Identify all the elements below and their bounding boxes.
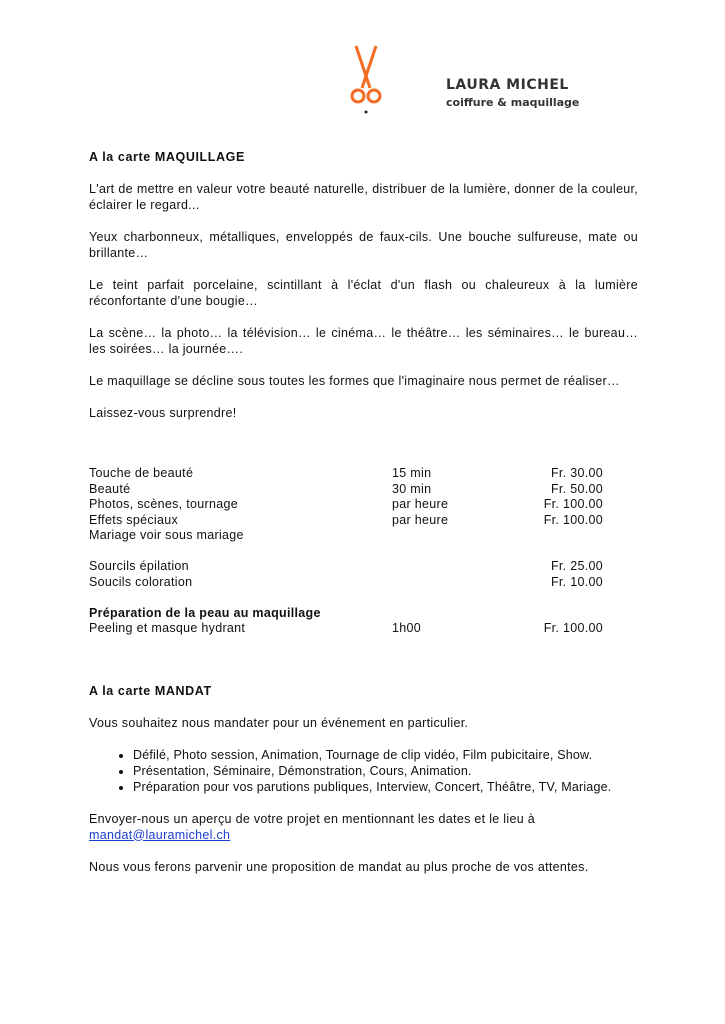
- service-duration: [392, 559, 512, 575]
- price-row: [89, 482, 603, 498]
- price-group-heading: Préparation de la peau au maquillage: [89, 605, 321, 620]
- price-row: [89, 559, 603, 575]
- service-name: Photos, scènes, tournage: [89, 497, 238, 511]
- service-price: Fr. 100.00: [543, 497, 603, 511]
- section-title-maquillage: A la carte MAQUILLAGE: [89, 150, 245, 164]
- service-name: Beauté: [89, 481, 131, 496]
- price-row: [89, 621, 603, 637]
- service-duration: 1h00: [392, 621, 422, 635]
- price-row: [89, 575, 603, 591]
- price-group-heading-row: [89, 606, 603, 622]
- service-price: [512, 528, 603, 544]
- service-price: Fr. 25.00: [550, 559, 603, 573]
- contact-text: Envoyer-nous un aperçu de votre projet en mentionnant les dates et le lieu à: [89, 811, 535, 826]
- service-duration: 30 min: [392, 481, 432, 496]
- paragraph: Vous souhaitez nous mandater pour un événement en particulier.: [89, 715, 469, 730]
- service-duration: 15 min: [392, 466, 432, 480]
- price-row: [89, 466, 603, 482]
- service-name: Effets spéciaux: [89, 512, 179, 527]
- paragraph: La scène… la photo… la télévision… le cinéma… le théâtre… les séminaires… le bureau… les soirées… la journée….: [89, 326, 638, 356]
- paragraph: Laissez-vous surprendre!: [89, 406, 237, 420]
- service-name: Sourcils épilation: [89, 559, 189, 573]
- paragraph: [89, 811, 638, 843]
- brand-subtitle: coiffure & maquillage: [446, 96, 580, 109]
- service-name: Peeling et masque hydrant: [89, 621, 246, 635]
- paragraph: L'art de mettre en valeur votre beauté naturelle, distribuer de la lumière, donner de la couleur, éclairer le regard...: [89, 182, 638, 212]
- service-price: Fr. 100.00: [543, 621, 603, 635]
- price-row: [89, 497, 603, 513]
- list-item: • Présentation, Séminaire, Démonstration, Cours, Animation.: [133, 763, 638, 779]
- service-price: Fr. 100.00: [543, 512, 603, 527]
- paragraph: Le teint parfait porcelaine, scintillant à l'éclat d'un flash ou chaleureux à la lumière réconfortante d'une bougie…: [89, 278, 638, 308]
- scissors-icon: [346, 44, 386, 116]
- letterhead: [346, 44, 586, 116]
- service-duration: par heure: [392, 512, 449, 527]
- paragraph: Nous vous ferons parvenir une proposition de mandat au plus proche de vos attentes.: [89, 859, 589, 874]
- section-title-mandat: A la carte MANDAT: [89, 683, 212, 698]
- service-duration: [392, 575, 512, 591]
- service-duration: [392, 528, 512, 544]
- mandat-list: [89, 747, 638, 795]
- service-price: Fr. 30.00: [550, 466, 603, 480]
- paragraph: Le maquillage se décline sous toutes les formes que l'imaginaire nous permet de réaliser…: [89, 374, 620, 388]
- document-body: [89, 149, 638, 875]
- service-price: Fr. 50.00: [550, 481, 603, 496]
- brand-name: LAURA MICHEL: [446, 77, 569, 93]
- price-table: [89, 466, 603, 637]
- service-name: Mariage voir sous mariage: [89, 528, 244, 542]
- email-link[interactable]: mandat@lauramichel.ch: [89, 827, 231, 842]
- list-item: • Défilé, Photo session, Animation, Tournage de clip vidéo, Film pubicitaire, Show.: [133, 747, 638, 763]
- price-row: [89, 528, 603, 544]
- service-duration: par heure: [392, 497, 449, 511]
- paragraph: Yeux charbonneux, métalliques, enveloppés de faux-cils. Une bouche sulfureuse, mate ou brillante…: [89, 230, 638, 260]
- service-price: Fr. 10.00: [550, 574, 603, 589]
- list-item: • Préparation pour vos parutions publiques, Interview, Concert, Théâtre, TV, Mariage.: [133, 779, 638, 795]
- price-row: [89, 513, 603, 529]
- service-name: Soucils coloration: [89, 574, 193, 589]
- service-name: Touche de beauté: [89, 466, 194, 480]
